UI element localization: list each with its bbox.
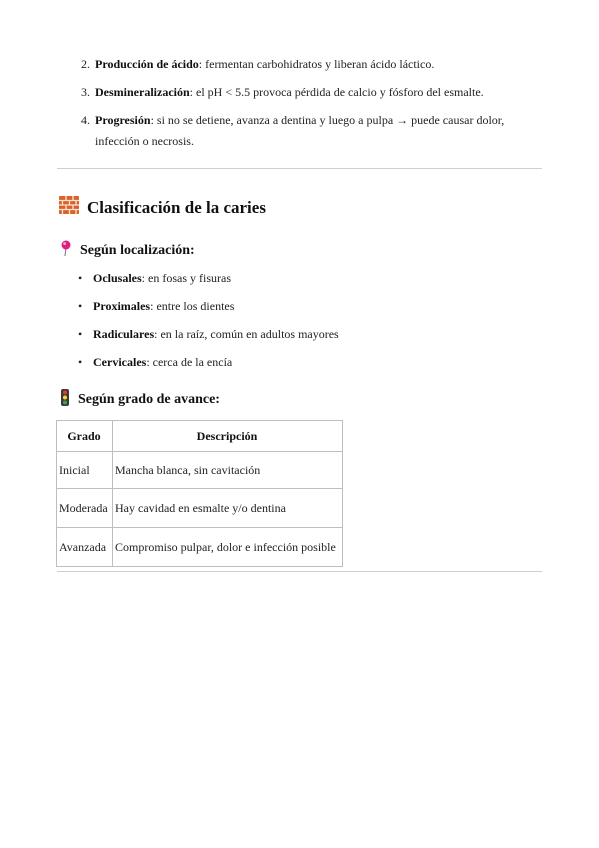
item-text: : entre los dientes: [150, 299, 235, 313]
column-header: Descripción: [113, 421, 343, 452]
subsection-heading-avance: [60, 389, 220, 411]
table-cell: Moderada: [57, 489, 113, 528]
list-item: [93, 82, 543, 103]
divider: [57, 571, 542, 572]
subsection-title: Según localización:: [80, 242, 195, 258]
list-item: [78, 270, 339, 298]
item-term: Radiculares: [93, 327, 155, 341]
process-steps-list: [56, 54, 543, 159]
item-term: Proximales: [93, 299, 151, 313]
table-row: [57, 489, 343, 528]
subsection-heading-localizacion: [60, 240, 195, 261]
table-cell: Compromiso pulpar, dolor e infección posible: [113, 528, 343, 567]
item-term: Oclusales: [93, 271, 142, 285]
item-text: : en fosas y fisuras: [141, 271, 231, 285]
list-item: [78, 326, 339, 354]
table-cell: Mancha blanca, sin cavitación: [113, 452, 343, 489]
brick-icon: [59, 196, 79, 219]
step-text: : fermentan carbohidratos y liberan ácido láctico.: [198, 57, 435, 71]
table-cell: Avanzada: [57, 528, 113, 567]
step-term: Progresión: [95, 113, 151, 127]
localizacion-list: [78, 270, 339, 382]
section-title: Clasificación de la caries: [87, 197, 266, 217]
step-term: Producción de ácido: [95, 57, 199, 71]
list-item: [93, 54, 543, 75]
pushpin-icon: [60, 240, 72, 261]
table-cell: Hay cavidad en esmalte y/o dentina: [113, 489, 343, 528]
traffic-light-icon: [60, 389, 70, 411]
table-row: [57, 528, 343, 567]
table-cell: Inicial: [57, 452, 113, 489]
section-heading: [59, 196, 266, 219]
item-text: : en la raíz, común en adultos mayores: [154, 327, 339, 341]
step-text: : si no se detiene, avanza a dentina y luego a pulpa → puede causar dolor, infección o necrosis.: [95, 113, 505, 148]
subsection-title: Según grado de avance:: [78, 392, 220, 407]
list-item: [78, 298, 339, 326]
step-text: : el pH < 5.5 provoca pérdida de calcio y fósforo del esmalte.: [189, 85, 484, 99]
list-item: [93, 110, 543, 152]
item-text: : cerca de la encía: [146, 355, 233, 369]
table-row: [57, 452, 343, 489]
divider: [57, 168, 542, 169]
list-item: [78, 354, 339, 382]
table-header-row: [57, 421, 343, 452]
avance-table: [56, 420, 343, 567]
column-header: Grado: [57, 421, 113, 452]
step-term: Desmineralización: [95, 85, 190, 99]
item-term: Cervicales: [93, 355, 147, 369]
